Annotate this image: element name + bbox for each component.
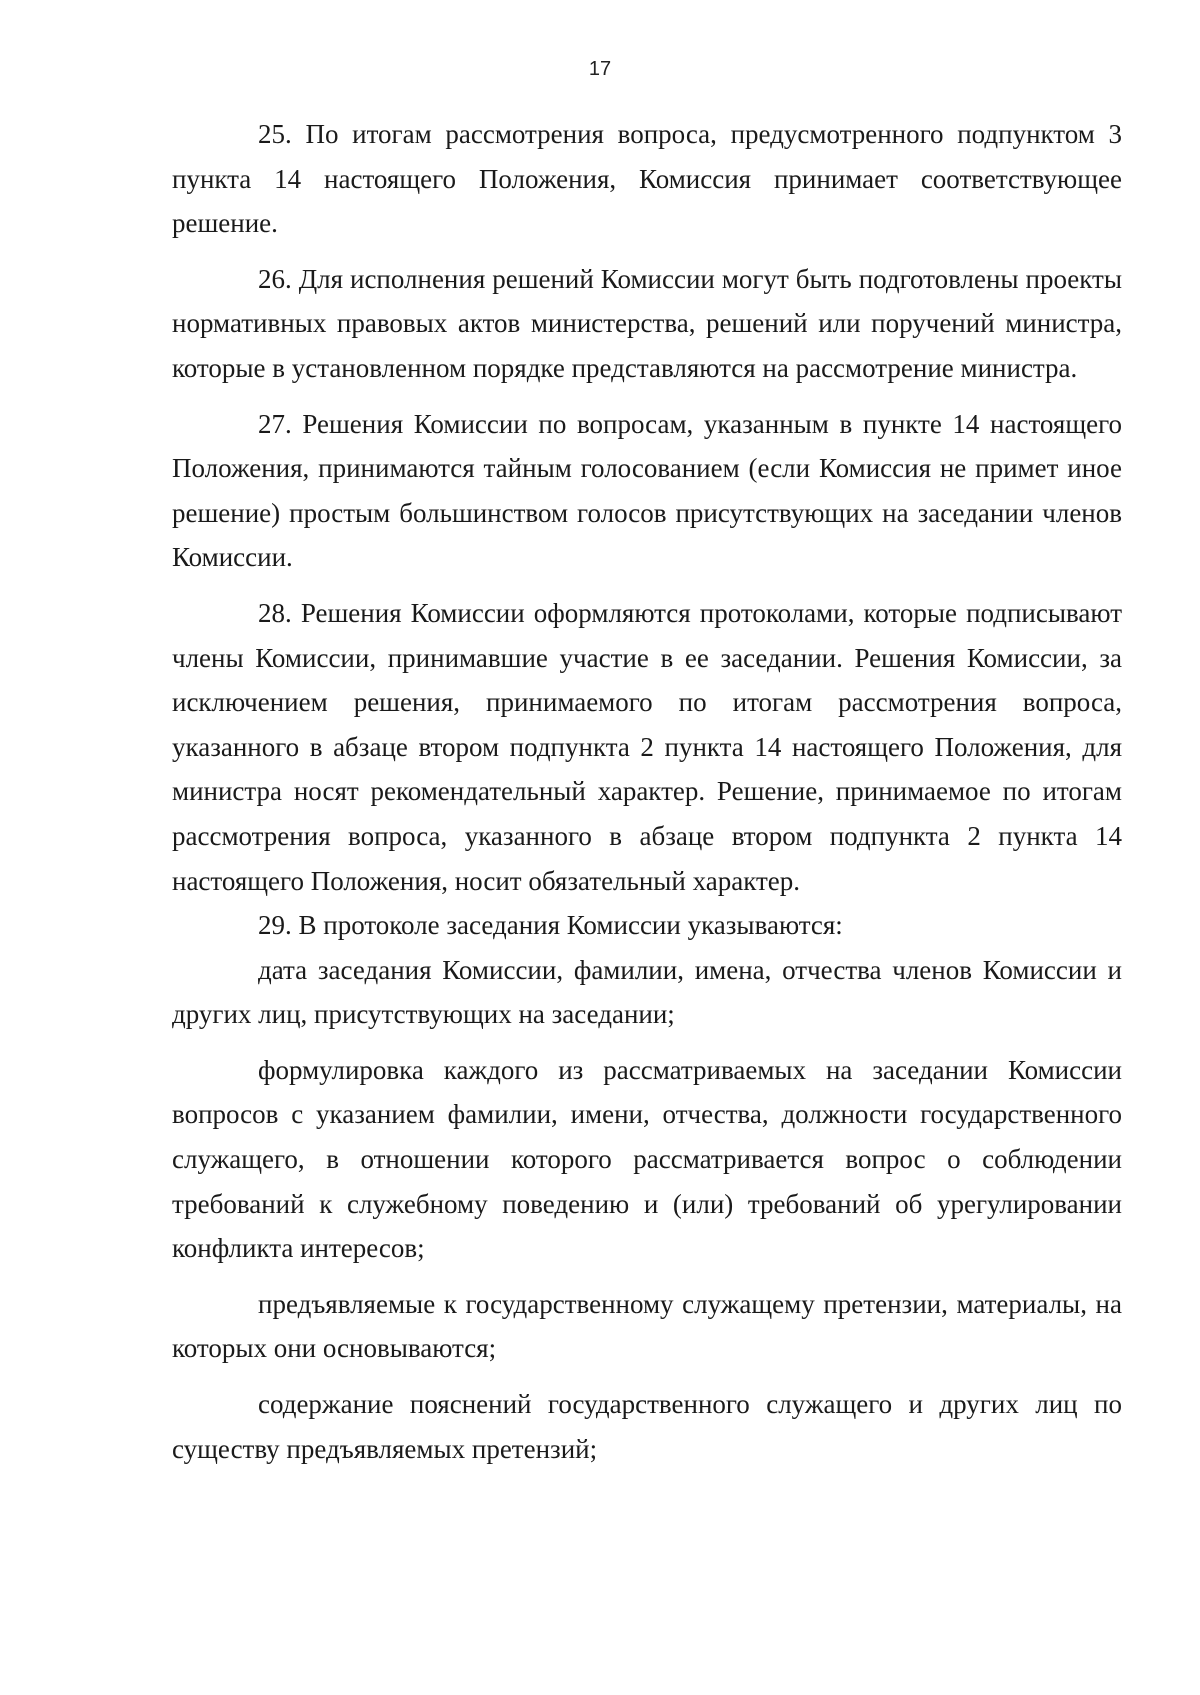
paragraph-25: 25. По итогам рассмотрения вопроса, предусмотренного подпунктом 3 пункта 14 настоящего Положения, Комиссия принимает соответствующее решение. xyxy=(172,119,1122,239)
list-item-date: дата заседания Комиссии, фамилии, имена, отчества членов Комиссии и других лиц, присутствующих на заседании; xyxy=(172,954,1122,1030)
paragraph-29: 29. В протоколе заседания Комиссии указываются: xyxy=(258,910,843,941)
list-item-explanations: содержание пояснений государственного служащего и других лиц по существу предъявляемых претензий; xyxy=(172,1389,1122,1464)
paragraph-28: 28. Решения Комиссии оформляются протоколами, которые подписывают члены Комиссии, принимавшие участие в ее заседании. Решения Комиссии, за исключением решения, принимаемого по итогам рассмотрения вопроса, указанного в абзаце втором подпункта 2 пункта 14 настоящего Положения, для министра носят рекомендательный характер. Решение, принимаемое по итогам рассмотрения вопроса, указанного в абзаце втором подпункта 2 пункта 14 настоящего Положения, носит обязательный характер. xyxy=(172,597,1122,896)
list-item-question: формулировка каждого из рассматриваемых на заседании Комиссии вопросов с указанием фамилии, имени, отчества, должности государственного служащего, в отношении которого рассматривается вопрос о соблюдении требований к служебному поведению и (или) требований об урегулировании конфликта интересов; xyxy=(172,1054,1122,1264)
document-body xyxy=(172,112,1122,1482)
page-number: 17 xyxy=(588,58,612,80)
paragraph-27: 27. Решения Комиссии по вопросам, указанным в пункте 14 настоящего Положения, принимаются тайным голосованием (если Комиссия не примет иное решение) простым большинством голосов присутствующих на заседании членов Комиссии. xyxy=(172,408,1122,573)
paragraph-26: 26. Для исполнения решений Комиссии могут быть подготовлены проекты нормативных правовых актов министерства, решений или поручений министра, которые в установленном порядке представляются на рассмотрение министра. xyxy=(172,263,1122,383)
list-item-claims: предъявляемые к государственному служащему претензии, материалы, на которых они основываются; xyxy=(172,1288,1122,1364)
